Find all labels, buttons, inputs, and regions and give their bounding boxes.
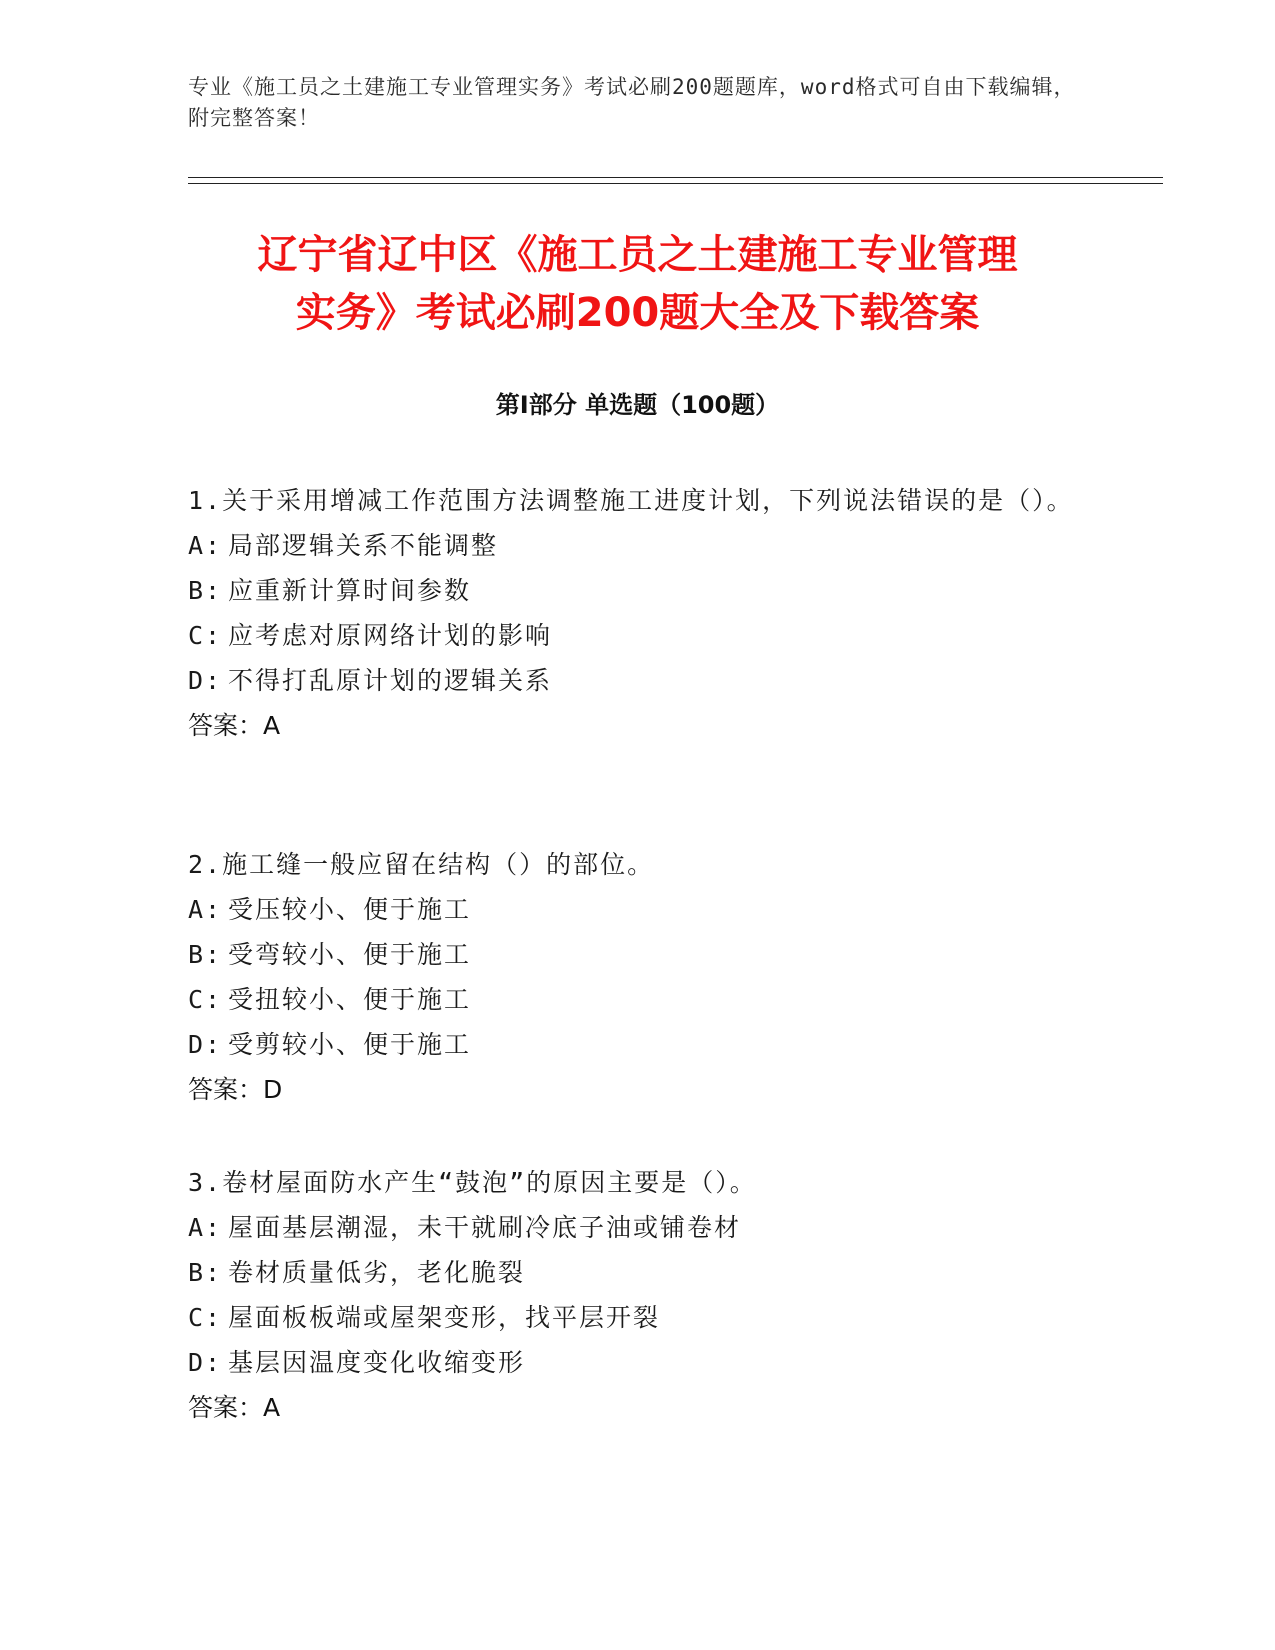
document-title (0, 226, 1275, 342)
option-text: 基层因温度变化收缩变形 (228, 1348, 526, 1377)
question-stem: 3.卷材屋面防水产生“鼓泡”的原因主要是（）。 (188, 1168, 757, 1197)
option-a (188, 1205, 1088, 1250)
option-text: 受剪较小、便于施工 (228, 1030, 472, 1059)
option-key: B: (188, 1258, 223, 1287)
option-text: 屋面基层潮湿，未干就刷冷底子油或铺卷材 (228, 1213, 742, 1242)
option-text: 受弯较小、便于施工 (228, 940, 472, 969)
option-b (188, 568, 1088, 613)
option-text: 应重新计算时间参数 (228, 576, 472, 605)
option-key: C: (188, 621, 223, 650)
option-d (188, 1022, 1088, 1067)
option-key: A: (188, 895, 223, 924)
option-key: D: (188, 1348, 223, 1377)
option-b (188, 1250, 1088, 1295)
section-heading: 第I部分 单选题（100题） (495, 391, 780, 419)
option-c (188, 977, 1088, 1022)
header-rule-bottom (188, 183, 1163, 184)
header-rule-top (188, 177, 1163, 178)
header-note: 专业《施工员之土建施工专业管理实务》考试必刷200题题库，word格式可自由下载编辑，附完整答案！ (188, 75, 1076, 130)
option-c (188, 1295, 1088, 1340)
option-key: B: (188, 576, 223, 605)
option-key: D: (188, 1030, 223, 1059)
option-c (188, 613, 1088, 658)
answer-line: 答案：D (188, 1075, 283, 1104)
option-b (188, 932, 1088, 977)
option-key: D: (188, 666, 223, 695)
option-text: 受扭较小、便于施工 (228, 985, 472, 1014)
option-text: 受压较小、便于施工 (228, 895, 472, 924)
option-text: 不得打乱原计划的逻辑关系 (228, 666, 553, 695)
option-a (188, 887, 1088, 932)
question-stem: 1.关于采用增减工作范围方法调整施工进度计划，下列说法错误的是（）。 (188, 486, 1074, 515)
question-2 (188, 842, 1088, 1112)
question-1 (188, 478, 1088, 748)
question-stem: 2.施工缝一般应留在结构（）的部位。 (188, 850, 655, 879)
option-key: C: (188, 1303, 223, 1332)
answer-line: 答案：A (188, 711, 281, 740)
option-key: B: (188, 940, 223, 969)
option-text: 局部逻辑关系不能调整 (228, 531, 499, 560)
option-d (188, 658, 1088, 703)
document-title-line-2: 实务》考试必刷200题大全及下载答案 (295, 290, 980, 336)
option-text: 卷材质量低劣，老化脆裂 (228, 1258, 526, 1287)
option-key: A: (188, 531, 223, 560)
document-title-line-1: 辽宁省辽中区《施工员之土建施工专业管理 (257, 232, 1018, 278)
option-d (188, 1340, 1088, 1385)
option-a (188, 523, 1088, 568)
option-text: 屋面板板端或屋架变形，找平层开裂 (228, 1303, 661, 1332)
option-key: C: (188, 985, 223, 1014)
option-text: 应考虑对原网络计划的影响 (228, 621, 553, 650)
option-key: A: (188, 1213, 223, 1242)
answer-line: 答案：A (188, 1393, 281, 1422)
question-3 (188, 1160, 1088, 1430)
